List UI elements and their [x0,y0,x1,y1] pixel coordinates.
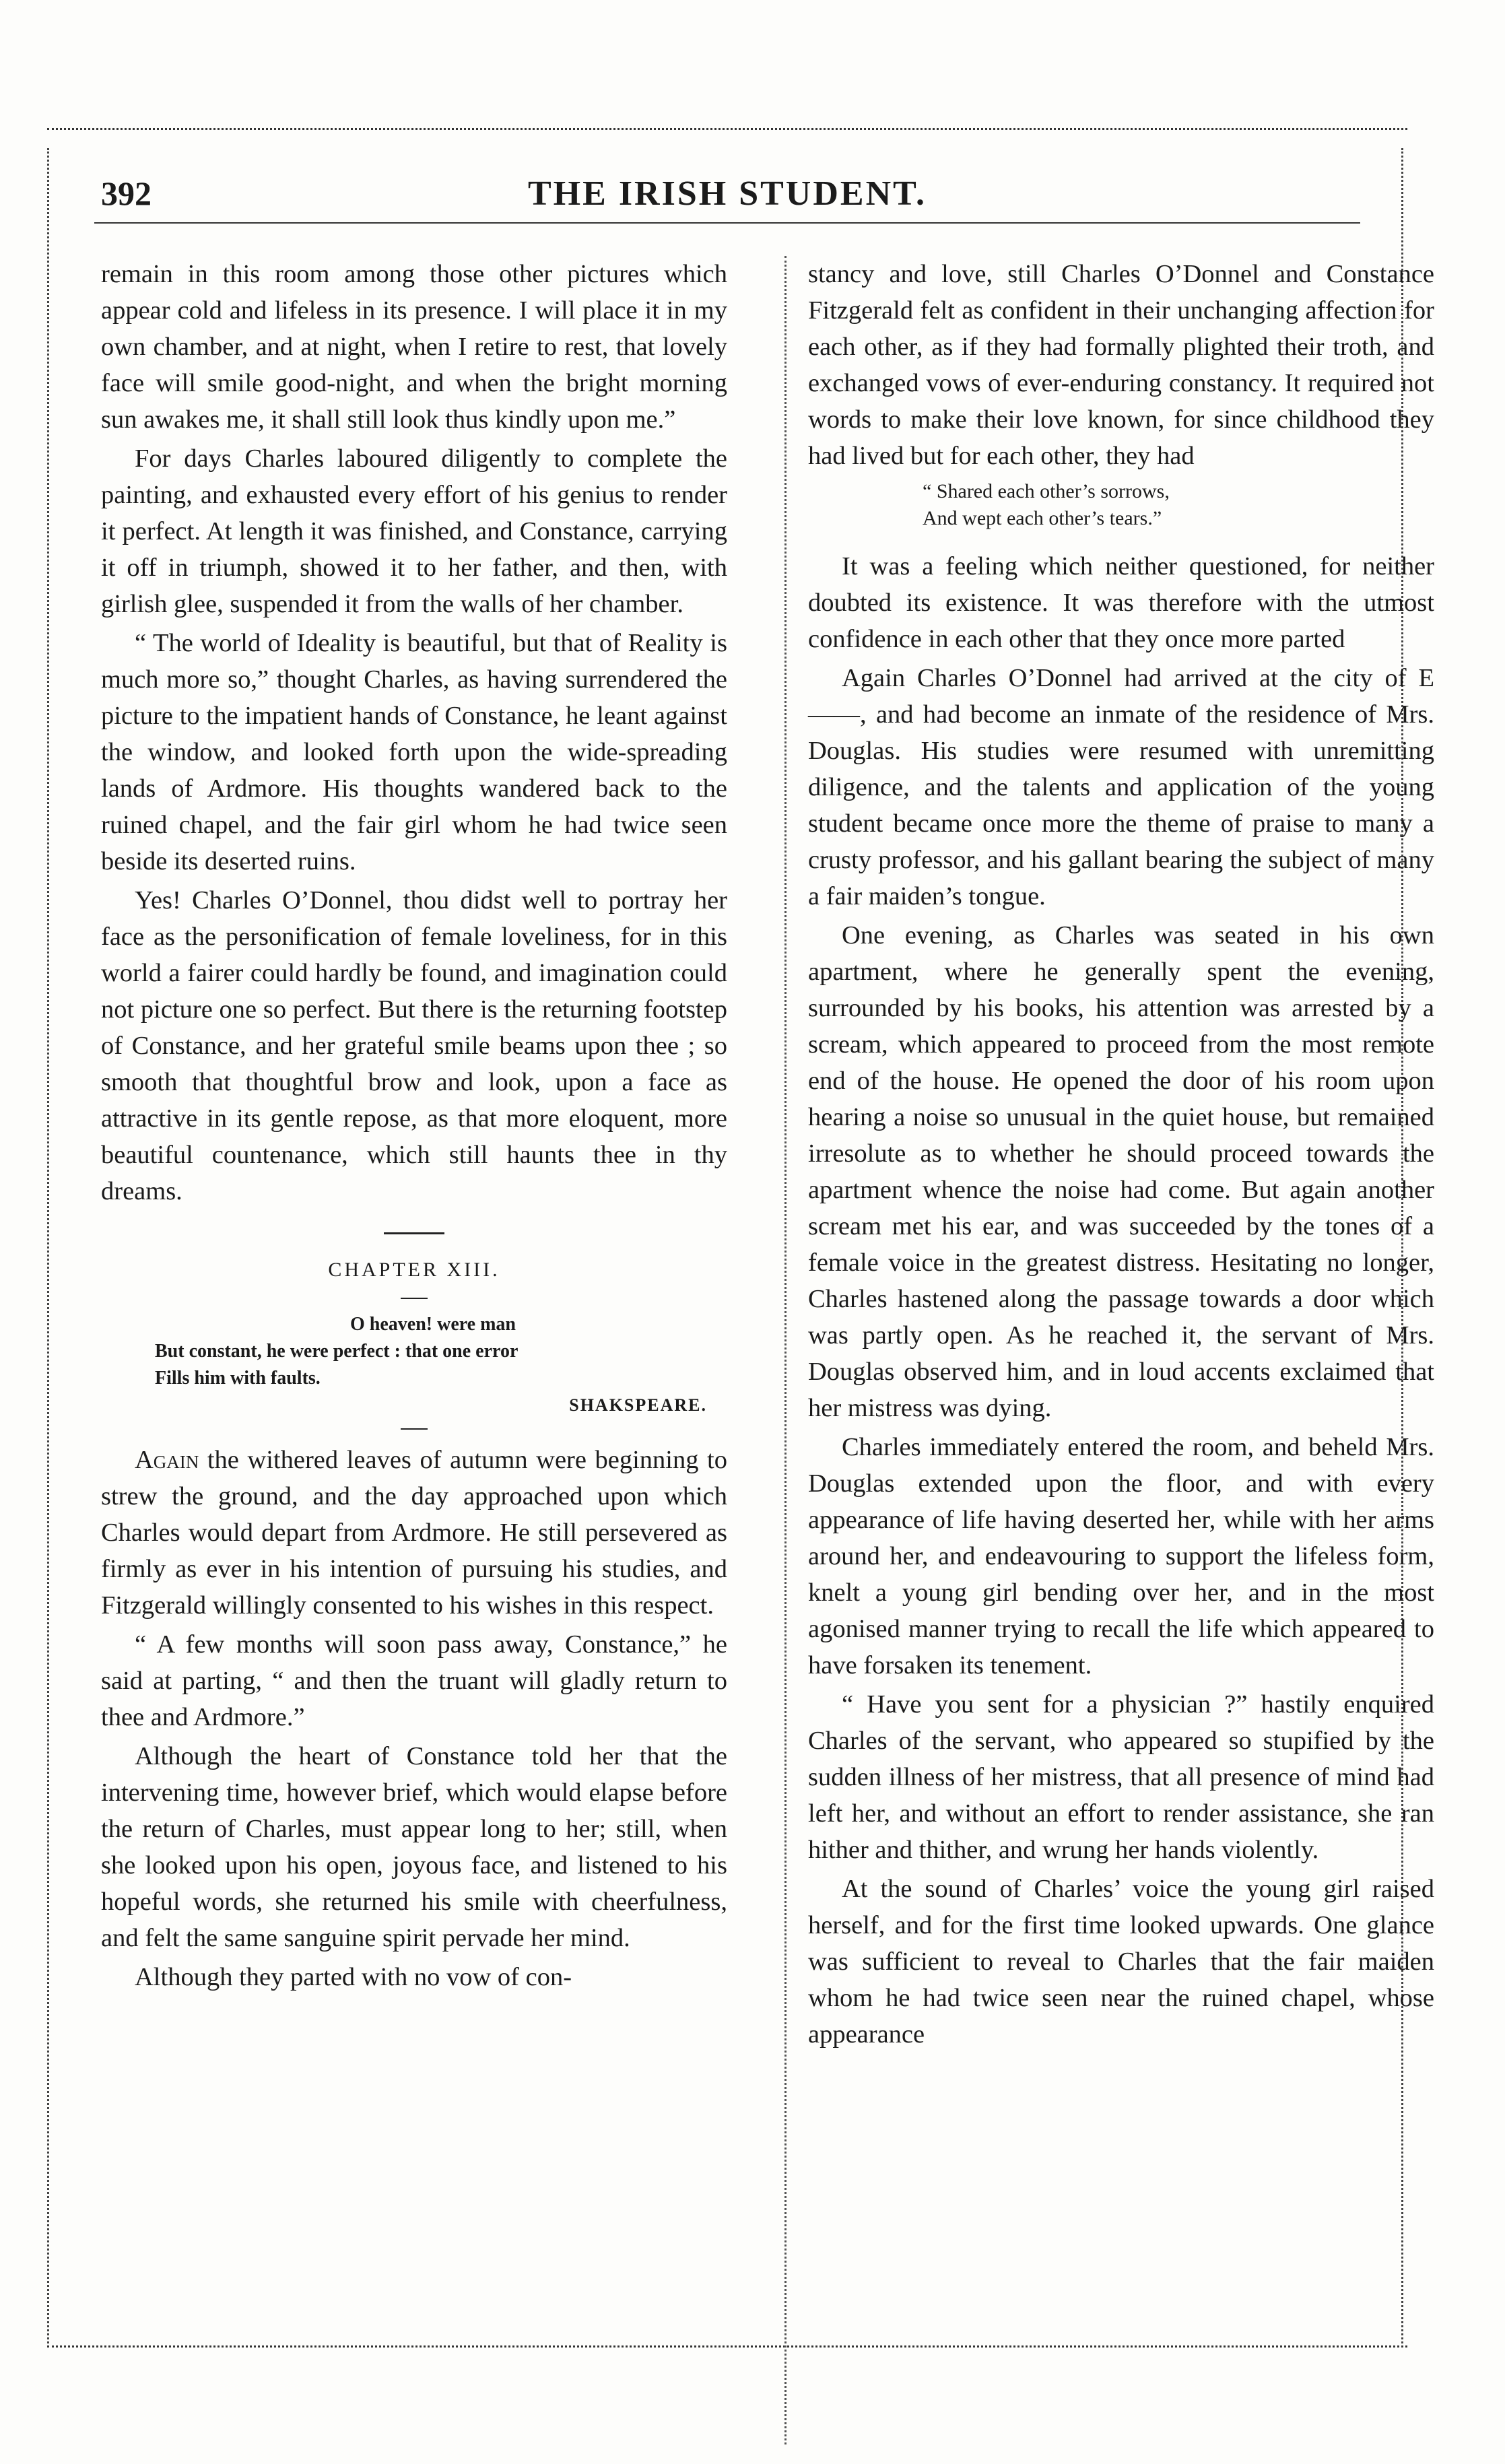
chapter-opening-paragraph [101,1442,727,1624]
chapter-title: CHAPTER XIII. [328,1259,500,1281]
paragraph: At the sound of Charles’ voice the young girl raised herself, and for the first time looked upwards. One glance was sufficient to reveal to Charles that the fair maiden whom he had twice seen near the ruined chapel, whose appearance [808,1875,1434,2049]
paragraph: Yes! Charles O’Donnel, thou didst well to portray her face as the personification of female loveliness, for in this world a fairer could hardly be found, and imagination could not picture one so perfect. But there is the returning footstep of Constance, and her grateful smile beams upon thee ; so smooth that thoughtful brow and look, upon a face as attractive in its gentle repose, as that more eloquent, more beautiful countenance, which still haunts thee in thy dreams. [101,886,727,1205]
epigraph-line: Fills him with faults. [155,1368,321,1389]
header-rule [94,222,1360,224]
paragraph: “ A few months will soon pass away, Constance,” he said at parting, “ and then the truant will gladly return to thee and Ardmore.” [101,1630,727,1731]
paragraph: “ The world of Ideality is beautiful, but that of Reality is much more so,” thought Charles, as having surrendered the picture to the impatient hands of Constance, he leant against the window, and looked forth upon the wide-spreading lands of Ardmore. His thoughts wandered back to the ruined chapel, and the fair girl whom he had twice seen beside its deserted ruins. [101,629,727,875]
paragraph: For days Charles laboured diligently to complete the painting, and exhausted every effort of his genius to render it perfect. At length it was finished, and Constance, carrying it off in triumph, showed it to her father, and then, with girlish glee, suspended it from the walls of her chamber. [101,444,727,618]
paragraph: Again Charles O’Donnel had arrived at the city of E——, and had become an inmate of the residence of Mrs. Douglas. His studies were resumed with unremitting diligence, and the talents and application of the young student became once more the theme of praise to many a crusty professor, and his gallant bearing the subject of many a fair maiden’s tongue. [808,664,1434,910]
running-title: THE IRISH STUDENT. [528,174,927,213]
verse-line: And wept each other’s tears.” [923,507,1162,529]
epigraph-line: But constant, he were perfect : that one error [155,1341,519,1362]
chapter-opening-text: the withered leaves of autumn were beginning to strew the ground, and the day approached upon which Charles would depart from Ardmore. He still persevered as firmly as ever in his intention of pursuing his studies, and Fitzgerald willingly consented to his wishes in this respect. [101,1446,727,1620]
paragraph: “ Have you sent for a physician ?” hastily enquired Charles of the servant, who appeared so stupified by the sudden illness of her mistress, that all presence of mind had left her, and without an effort to render assistance, she ran hither and thither, and wrung her hands violently. [808,1690,1434,1864]
epigraph-rule [401,1428,428,1430]
paragraph: Although they parted with no vow of con- [135,1963,572,1991]
bottom-border-rule [47,2345,1407,2357]
page-frame [47,121,1434,2357]
top-border-rule [47,128,1407,139]
chapter-first-word: Again [135,1446,199,1474]
paragraph: Charles immediately entered the room, and beheld Mrs. Douglas extended upon the floor, and with every appearance of life having deserted her, while with her arms around her, and endeavouring to support the lifeless form, knelt a young girl bending over her, and in the most agonised manner trying to recall the life which appeared to have forsaken its tenement. [808,1433,1434,1679]
page-header [94,162,1360,222]
epigraph [101,1311,727,1419]
paragraph: stancy and love, still Charles O’Donnel and Constance Fitzgerald felt as confident in their unchanging affection for each other, as if they had formally plighted their troth, and exchanged vows of ever-enduring constancy. It required not words to make their love known, for since childhood they had lived but for each other, they had [808,260,1434,470]
verse-quote [808,478,1434,532]
paragraph: It was a feeling which neither questioned, for neither doubted its existence. It was therefore with the utmost confidence in each other that they once more parted [808,552,1434,653]
chapter-rule [401,1298,428,1299]
paragraph: One evening, as Charles was seated in his own apartment, where he generally spent the evening, surrounded by his books, his attention was arrested by a scream, which appeared to proceed from the most remote end of the house. He opened the door of his room upon hearing a noise so unusual in the quiet house, but remained irresolute as to whether he should proceed towards the apartment whence the noise had come. But again another scream met his ear, and was succeeded by the tones of a female voice in the greatest distress. Hesitating no longer, Charles hastened along the passage towards a door which was partly open. As he reached it, the servant of Mrs. Douglas observed him, and in loud accents exclaimed that her mistress was dying. [808,921,1434,1422]
page-number: 392 [101,174,152,212]
epigraph-line: O heaven! were man [350,1314,516,1335]
left-column [101,256,727,1998]
section-divider [384,1232,444,1234]
column-divider [784,256,787,2444]
right-column [808,256,1434,2055]
paragraph: Although the heart of Constance told her that the intervening time, however brief, which would elapse before the return of Charles, must appear long to her; still, when she looked upon his open, joyous face, and listened to his hopeful words, she returned his smile with cheerfulness, and felt the same sanguine spirit pervade her mind. [101,1742,727,1952]
left-border-rule [47,148,53,2343]
verse-line: “ Shared each other’s sorrows, [923,480,1170,502]
epigraph-attribution: SHAKSPEARE. [569,1395,707,1415]
paragraph: remain in this room among those other pictures which appear cold and lifeless in its presence. I will place it in my own chamber, and at night, when I retire to rest, that lovely face will smile good-night, and when the bright morning sun awakes me, it shall still look thus kindly upon me.” [101,260,727,434]
